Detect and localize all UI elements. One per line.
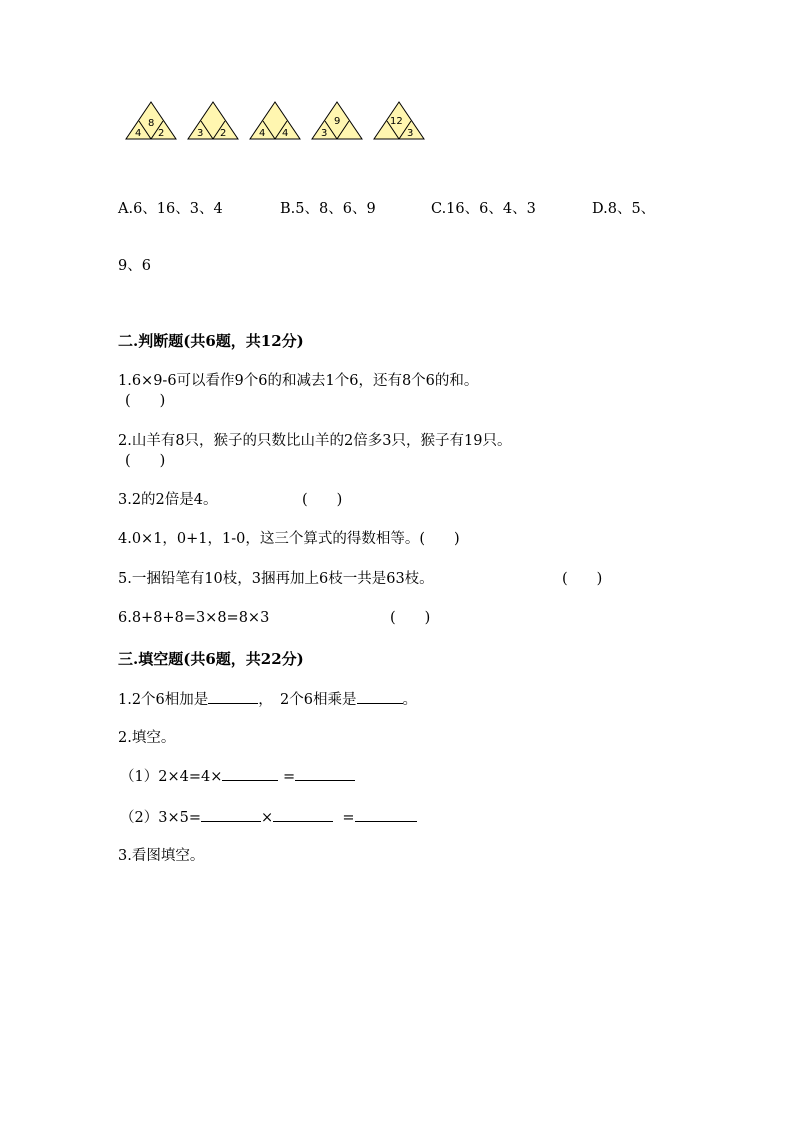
number-triangle-3 — [248, 100, 302, 146]
judge-question-2: 2.山羊有8只，猴子的只数比山羊的2倍多3只，猴子有19只。 — [118, 433, 512, 449]
triangle-5-top: 12 — [390, 116, 403, 127]
judge-answer-2[interactable]: ( ) — [125, 453, 166, 469]
fill-question-2-2 — [120, 807, 417, 827]
judge-answer-6[interactable]: ( ) — [390, 610, 431, 626]
triangle-2-right: 2 — [220, 128, 227, 139]
fill-question-2-2-part-c: = — [342, 810, 355, 826]
fill-question-1-part-c: 。 — [402, 692, 417, 708]
fill-blank-2-1b[interactable] — [295, 766, 355, 781]
fill-question-3: 3.看图填空。 — [118, 848, 205, 864]
triangle-1-top: 8 — [148, 118, 155, 129]
judge-question-3: 3.2的2倍是4。 — [118, 492, 218, 508]
fill-blank-1b[interactable] — [357, 689, 403, 704]
triangle-1-right: 2 — [158, 128, 165, 139]
judge-question-5: 5.一捆铅笔有10枝，3捆再加上6枝一共是63枝。 — [118, 571, 434, 587]
fill-question-2-1-part-b: = — [282, 769, 296, 785]
judge-answer-3[interactable]: ( ) — [302, 492, 343, 508]
choice-d: D.8、5、 — [592, 201, 656, 217]
fill-question-2-1-part-a: （1）2×4=4× — [120, 769, 223, 785]
judge-answer-5[interactable]: ( ) — [562, 571, 603, 587]
choice-a: A.6、16、3、4 — [118, 201, 223, 217]
choice-c: C.16、6、4、3 — [431, 201, 536, 217]
number-triangle-4 — [310, 100, 364, 146]
fill-blank-2-2b[interactable] — [273, 807, 333, 822]
fill-question-2: 2.填空。 — [118, 730, 176, 746]
choice-b: B.5、8、6、9 — [280, 201, 376, 217]
triangle-3-left: 4 — [259, 128, 266, 139]
section-2-title: 二.判断题(共6题，共12分) — [118, 332, 304, 350]
triangle-1-left: 4 — [135, 128, 142, 139]
judge-answer-1[interactable]: ( ) — [125, 393, 166, 409]
fill-question-2-2-part-a: （2）3×5= — [120, 810, 201, 826]
fill-question-2-2-part-b: × — [260, 810, 274, 826]
triangle-4-top: 9 — [334, 116, 341, 127]
judge-question-6: 6.8+8+8=3×8=8×3 — [118, 610, 270, 626]
triangle-5-right: 3 — [407, 128, 414, 139]
section-3-title: 三.填空题(共6题，共22分) — [118, 650, 304, 668]
triangle-4-left: 3 — [321, 128, 328, 139]
judge-question-1: 1.6×9-6可以看作9个6的和减去1个6，还有8个6的和。 — [118, 373, 479, 389]
number-triangle-1 — [124, 100, 178, 146]
number-triangle-5 — [372, 100, 426, 146]
fill-question-1 — [118, 689, 417, 709]
triangle-3-right: 4 — [282, 128, 289, 139]
judge-question-4: 4.0×1，0+1，1-0，这三个算式的得数相等。( ) — [118, 531, 460, 547]
fill-question-2-1 — [120, 766, 355, 786]
number-triangle-2 — [186, 100, 240, 146]
fill-blank-2-2c[interactable] — [355, 807, 417, 822]
fill-question-1-part-a: 1.2个6相加是 — [118, 692, 209, 708]
triangle-2-left: 3 — [197, 128, 204, 139]
fill-blank-2-1a[interactable] — [222, 766, 278, 781]
fill-blank-2-2a[interactable] — [201, 807, 261, 822]
choice-d-continued: 9、6 — [118, 258, 151, 274]
fill-blank-1a[interactable] — [208, 689, 258, 704]
fill-question-1-part-b: ， 2个6相乘是 — [258, 692, 357, 708]
